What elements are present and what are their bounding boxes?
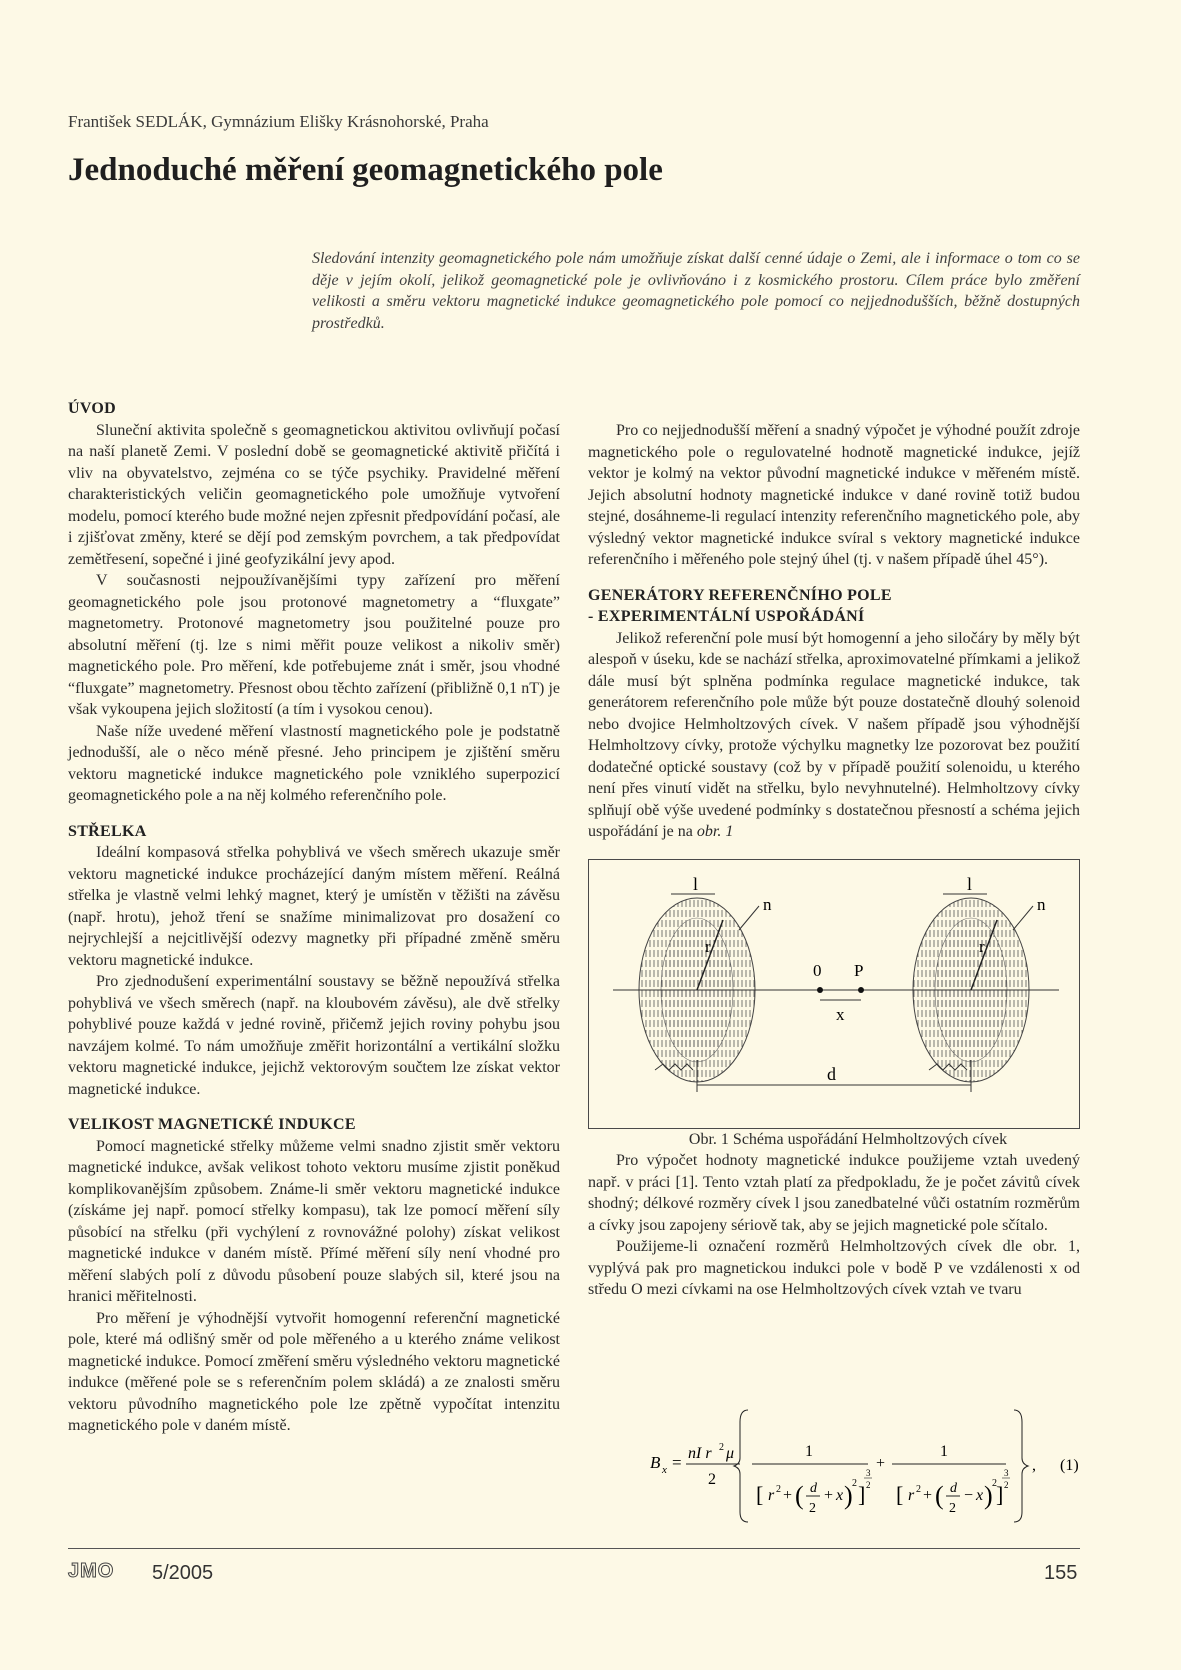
- paragraph: Pro měření je výhodnější vytvořit homogenní referenční magnetické pole, které má odlišný směr od pole měřeného a u kterého známe velikost magnetické indukce. Pomocí změření směru výsledného vektoru magnetické indukce (měřené pole se s referenčním polem skládá) a ze znalosti směru vektoru původního magnetického pole lze zpětně vypočítat intenzitu magnetického pole v daném místě.: [68, 1309, 560, 1434]
- equation-helmholtz: [640, 1402, 1100, 1530]
- point-o: [817, 987, 823, 993]
- equation-number: (1): [1060, 1457, 1079, 1474]
- svg-text:[: [: [896, 1482, 904, 1507]
- svg-text:2: 2: [852, 1478, 857, 1489]
- paragraph: Naše níže uvedené měření vlastností magnetického pole je podstatně jednodušší, ale o něco méně přesné. Jeho principem je zjištění směru vektoru magnetické indukce magnetického pole vzniklého superpozicí geomagnetického pole a na něj kolmého referenčního pole.: [68, 722, 560, 804]
- helmholtz-diagram: [589, 860, 1079, 1128]
- paragraph: Pro co nejjednodušší měření a snadný výpočet je výhodné použít zdroje magnetického pole o regulovatelné hodnotě magnetické indukce, jejíž vektor je kolmý na vektor původní magnetické indukce v měřeném místě. Jejich absolutní hodnoty magnetické indukce v dané rovině totiž budou stejné, dosáhneme-li regulací intenzity referenčního magnetického pole, aby výsledný vektor magnetické indukce svíral s vektory magnetické indukce referenčního i měřeného pole stejný úhel (tj. v našem případě úhel 45°).: [588, 422, 1080, 568]
- svg-text:+: +: [824, 1487, 834, 1504]
- svg-text:r: r: [908, 1487, 915, 1504]
- paragraph: [588, 628, 1080, 843]
- svg-text:2: 2: [809, 1501, 816, 1516]
- paragraph: Použijeme-li označení rozměrů Helmholtzových cívek dle obr. 1, vyplývá pak pro magnetickou indukci pole v bodě P ve vzdálenosti x od středu O mezi cívkami na ose Helmholtzových cívek vztah ve tvaru: [588, 1238, 1080, 1298]
- svg-text:]: ]: [996, 1482, 1004, 1507]
- heading-line-2: - EXPERIMENTÁLNÍ USPOŘÁDÁNÍ: [588, 608, 865, 625]
- point-p: [858, 987, 864, 993]
- equation-formula: [640, 1402, 1100, 1530]
- svg-text:B: B: [650, 1453, 661, 1472]
- issue-number: 5/2005: [152, 1562, 214, 1584]
- label-n-left: n: [763, 894, 772, 914]
- svg-text:2: 2: [916, 1484, 921, 1495]
- svg-text:2: 2: [719, 1442, 724, 1453]
- svg-text:x: x: [662, 1464, 667, 1476]
- figure-helmholtz-coils: [588, 859, 1080, 1129]
- n-leader-left: [739, 906, 759, 930]
- svg-text:2: 2: [866, 1480, 871, 1490]
- label-r-right: r: [979, 936, 985, 956]
- heading-line-1: GENERÁTORY REFERENČNÍHO POLE: [588, 586, 892, 604]
- label-d: d: [827, 1063, 836, 1084]
- section-heading-generatory: [588, 585, 1080, 628]
- svg-text:+: +: [923, 1487, 933, 1504]
- svg-text:(: (: [935, 1481, 944, 1510]
- svg-text:2: 2: [949, 1501, 956, 1516]
- svg-text:3: 3: [866, 1468, 871, 1478]
- svg-text:+: +: [783, 1487, 793, 1504]
- svg-text:[: [: [756, 1482, 764, 1507]
- svg-text:,: ,: [1032, 1457, 1036, 1474]
- paragraph: Sluneční aktivita společně s geomagnetickou aktivitou ovlivňují počasí na naší planetě Zemi. V poslední době se geomagnetické aktivitě přičítá i vliv na obyvatelstvo, zejména co se týče psychiky. Pravidelné měření charakteristických veličin geomagnetického pole umožňuje vytvoření modelu, pomocí kterého bude možné nejen zpřesnit předpovídání počasí, ale i zjišťovat změny, které se dějí pod zemským povrchem, a tak předpovídat zemětřesení, sopečné i jiné geofyzikální jevy apod.: [68, 421, 560, 568]
- label-p: P: [854, 960, 864, 980]
- svg-text:]: ]: [858, 1482, 866, 1507]
- svg-text:2: 2: [1004, 1480, 1009, 1490]
- svg-text:d: d: [950, 1481, 957, 1496]
- n-leader-right: [1013, 906, 1033, 930]
- section-heading-uvod: ÚVOD: [68, 400, 116, 417]
- svg-text:d: d: [810, 1481, 817, 1496]
- journal-logo: JMO: [68, 1560, 115, 1582]
- label-l-left: l: [693, 873, 699, 894]
- svg-text:1: 1: [940, 1443, 948, 1460]
- page-number: 155: [1044, 1562, 1078, 1584]
- svg-text:x: x: [836, 1487, 844, 1504]
- svg-text:=: =: [672, 1453, 682, 1472]
- svg-text:1: 1: [805, 1443, 813, 1460]
- paragraph: Pro výpočet hodnoty magnetické indukce použijeme vztah uvedený např. v práci [1]. Tento vztah platí za předpokladu, že je počet závitů cívek shodný; délkové rozměry cívek l jsou zanedbatelné vůči ostatním rozměrům a cívky jsou zapojeny sériově tak, aby se jejich magnetické pole sčítalo.: [588, 1152, 1080, 1234]
- paragraph: V současnosti nejpoužívanějšími typy zařízení pro měření geomagnetického pole jsou protonové magnetometry a “fluxgate” magnetometry. Protonové magnetometry jsou použitelné pouze pro absolutní měření (tj. lze s nimi měřit pouze velikost a nikoliv směr) magnetického pole. Pro měření, kde potřebujeme znát i směr, jsou vhodné “fluxgate” magnetometry. Přesnost obou těchto zařízení (přibližně 0,1 nT) je však vykoupena jejich složitostí (a tím i vysokou cenou).: [68, 572, 560, 718]
- left-column: [68, 398, 560, 1437]
- section-heading-strelka: STŘELKA: [68, 822, 147, 840]
- svg-text:2: 2: [776, 1484, 781, 1495]
- footer-divider: [68, 1548, 1080, 1549]
- svg-text:3: 3: [1004, 1468, 1009, 1478]
- svg-text:(: (: [795, 1481, 804, 1510]
- label-zero: 0: [813, 960, 822, 980]
- svg-text:nI r: nI r: [688, 1445, 712, 1462]
- label-n-right: n: [1037, 894, 1046, 914]
- paragraph: Pomocí magnetické střelky můžeme velmi snadno zjistit směr vektoru magnetické indukce, avšak velikost tohoto vektoru musíme zjistit poněkud komplikovanějším způsobem. Známe-li směr vektoru magnetické indukce (získáme jej např. pomocí střelky kompasu), tak lze pomocí měření síly působící na střelku (při vychýlení z rovnovážné polohy) získat velikost magnetické indukce v daném místě. Přímé měření síly není vhodné pro měření slabých polí z důvodu působení pouze slabých sil, které jsou na hranici měřitelnosti.: [68, 1137, 560, 1305]
- svg-text:+: +: [876, 1455, 886, 1472]
- figure-caption: Obr. 1 Schéma uspořádání Helmholtzových cívek: [688, 1130, 1008, 1148]
- abstract: Sledování intenzity geomagnetického pole nám umožňuje získat další cenné údaje o Zemi, ale i informace o tom co se děje v jejím okolí, jelikož geomagnetické pole je ovlivňováno i z kosmického prostoru. Cílem práce bylo změření velikosti a směru vektoru magnetické indukce geomagnetického pole pomocí co nejjednodušších, běžně dostupných prostředků.: [312, 250, 1080, 332]
- svg-text:μ: μ: [726, 1445, 735, 1462]
- author-line: František SEDLÁK, Gymnázium Elišky Krásnohorské, Praha: [68, 112, 489, 131]
- paragraph-text: Jelikož referenční pole musí být homogenní a jeho siločáry by měly být alespoň v úseku, kde se nachází střelka, aproximovatelné přímkami a jelikož dále musí být splněna podmínka regulace magnetické indukce, tak generátorem referenčního pole může být pouze dostatečně dlouhý solenoid nebo dvojice Helmholtzových cívek. V našem případě jsou výhodnější Helmholtzovy cívky, protože výchylku magnetky lze pozorovat bez použití dodatečné optické soustavy (což by v případě použití solenoidu, u kterého není přes vinutí vidět na střelku, bylo nevyhnutelné). Helmholtzovy cívky splňují obě výše uvedené podmínky s dostatečnou přesností a schéma jejich uspořádání je na: [588, 629, 1080, 840]
- label-l-right: l: [967, 873, 973, 894]
- page-title: Jednoduché měření geomagnetického pole: [68, 152, 663, 188]
- svg-text:): ): [844, 1481, 853, 1510]
- svg-text:x: x: [976, 1487, 984, 1504]
- label-x: x: [836, 1004, 845, 1024]
- svg-text:2: 2: [992, 1478, 997, 1489]
- svg-text:): ): [984, 1481, 993, 1510]
- label-r-left: r: [705, 936, 711, 956]
- right-column: [588, 420, 1080, 1301]
- paragraph: Ideální kompasová střelka pohyblivá ve všech směrech ukazuje směr vektoru magnetické indukce procházející daným místem měření. Reálná střelka je vlastně velmi lehký magnet, který je umístěn v těžišti na závěsu (např. hrotu), jehož tření se snažíme minimalizovat pro dosažení co nejrychlejší a nejcitlivější odezvy magnetky při případné změně směru vektoru magnetické indukce.: [68, 844, 560, 969]
- section-heading-velikost: VELIKOST MAGNETICKÉ INDUKCE: [68, 1116, 356, 1133]
- svg-text:2: 2: [708, 1471, 716, 1488]
- svg-text:r: r: [768, 1487, 775, 1504]
- svg-text:−: −: [964, 1487, 974, 1504]
- figure-reference: obr. 1: [696, 823, 734, 840]
- paragraph: Pro zjednodušení experimentální soustavy se běžně nepoužívá střelka pohyblivá ve všech směrech (např. na kloubovém závěsu), ale dvě střelky pohyblivé pouze každá v jedné rovině, přičemž jejich roviny pohybu jsou navzájem kolmé. To nám umožňuje změřit horizontální a vertikální složku vektoru magnetické indukce, jejichž vektorovým součtem lze získat vektor magnetické indukce.: [68, 973, 560, 1098]
